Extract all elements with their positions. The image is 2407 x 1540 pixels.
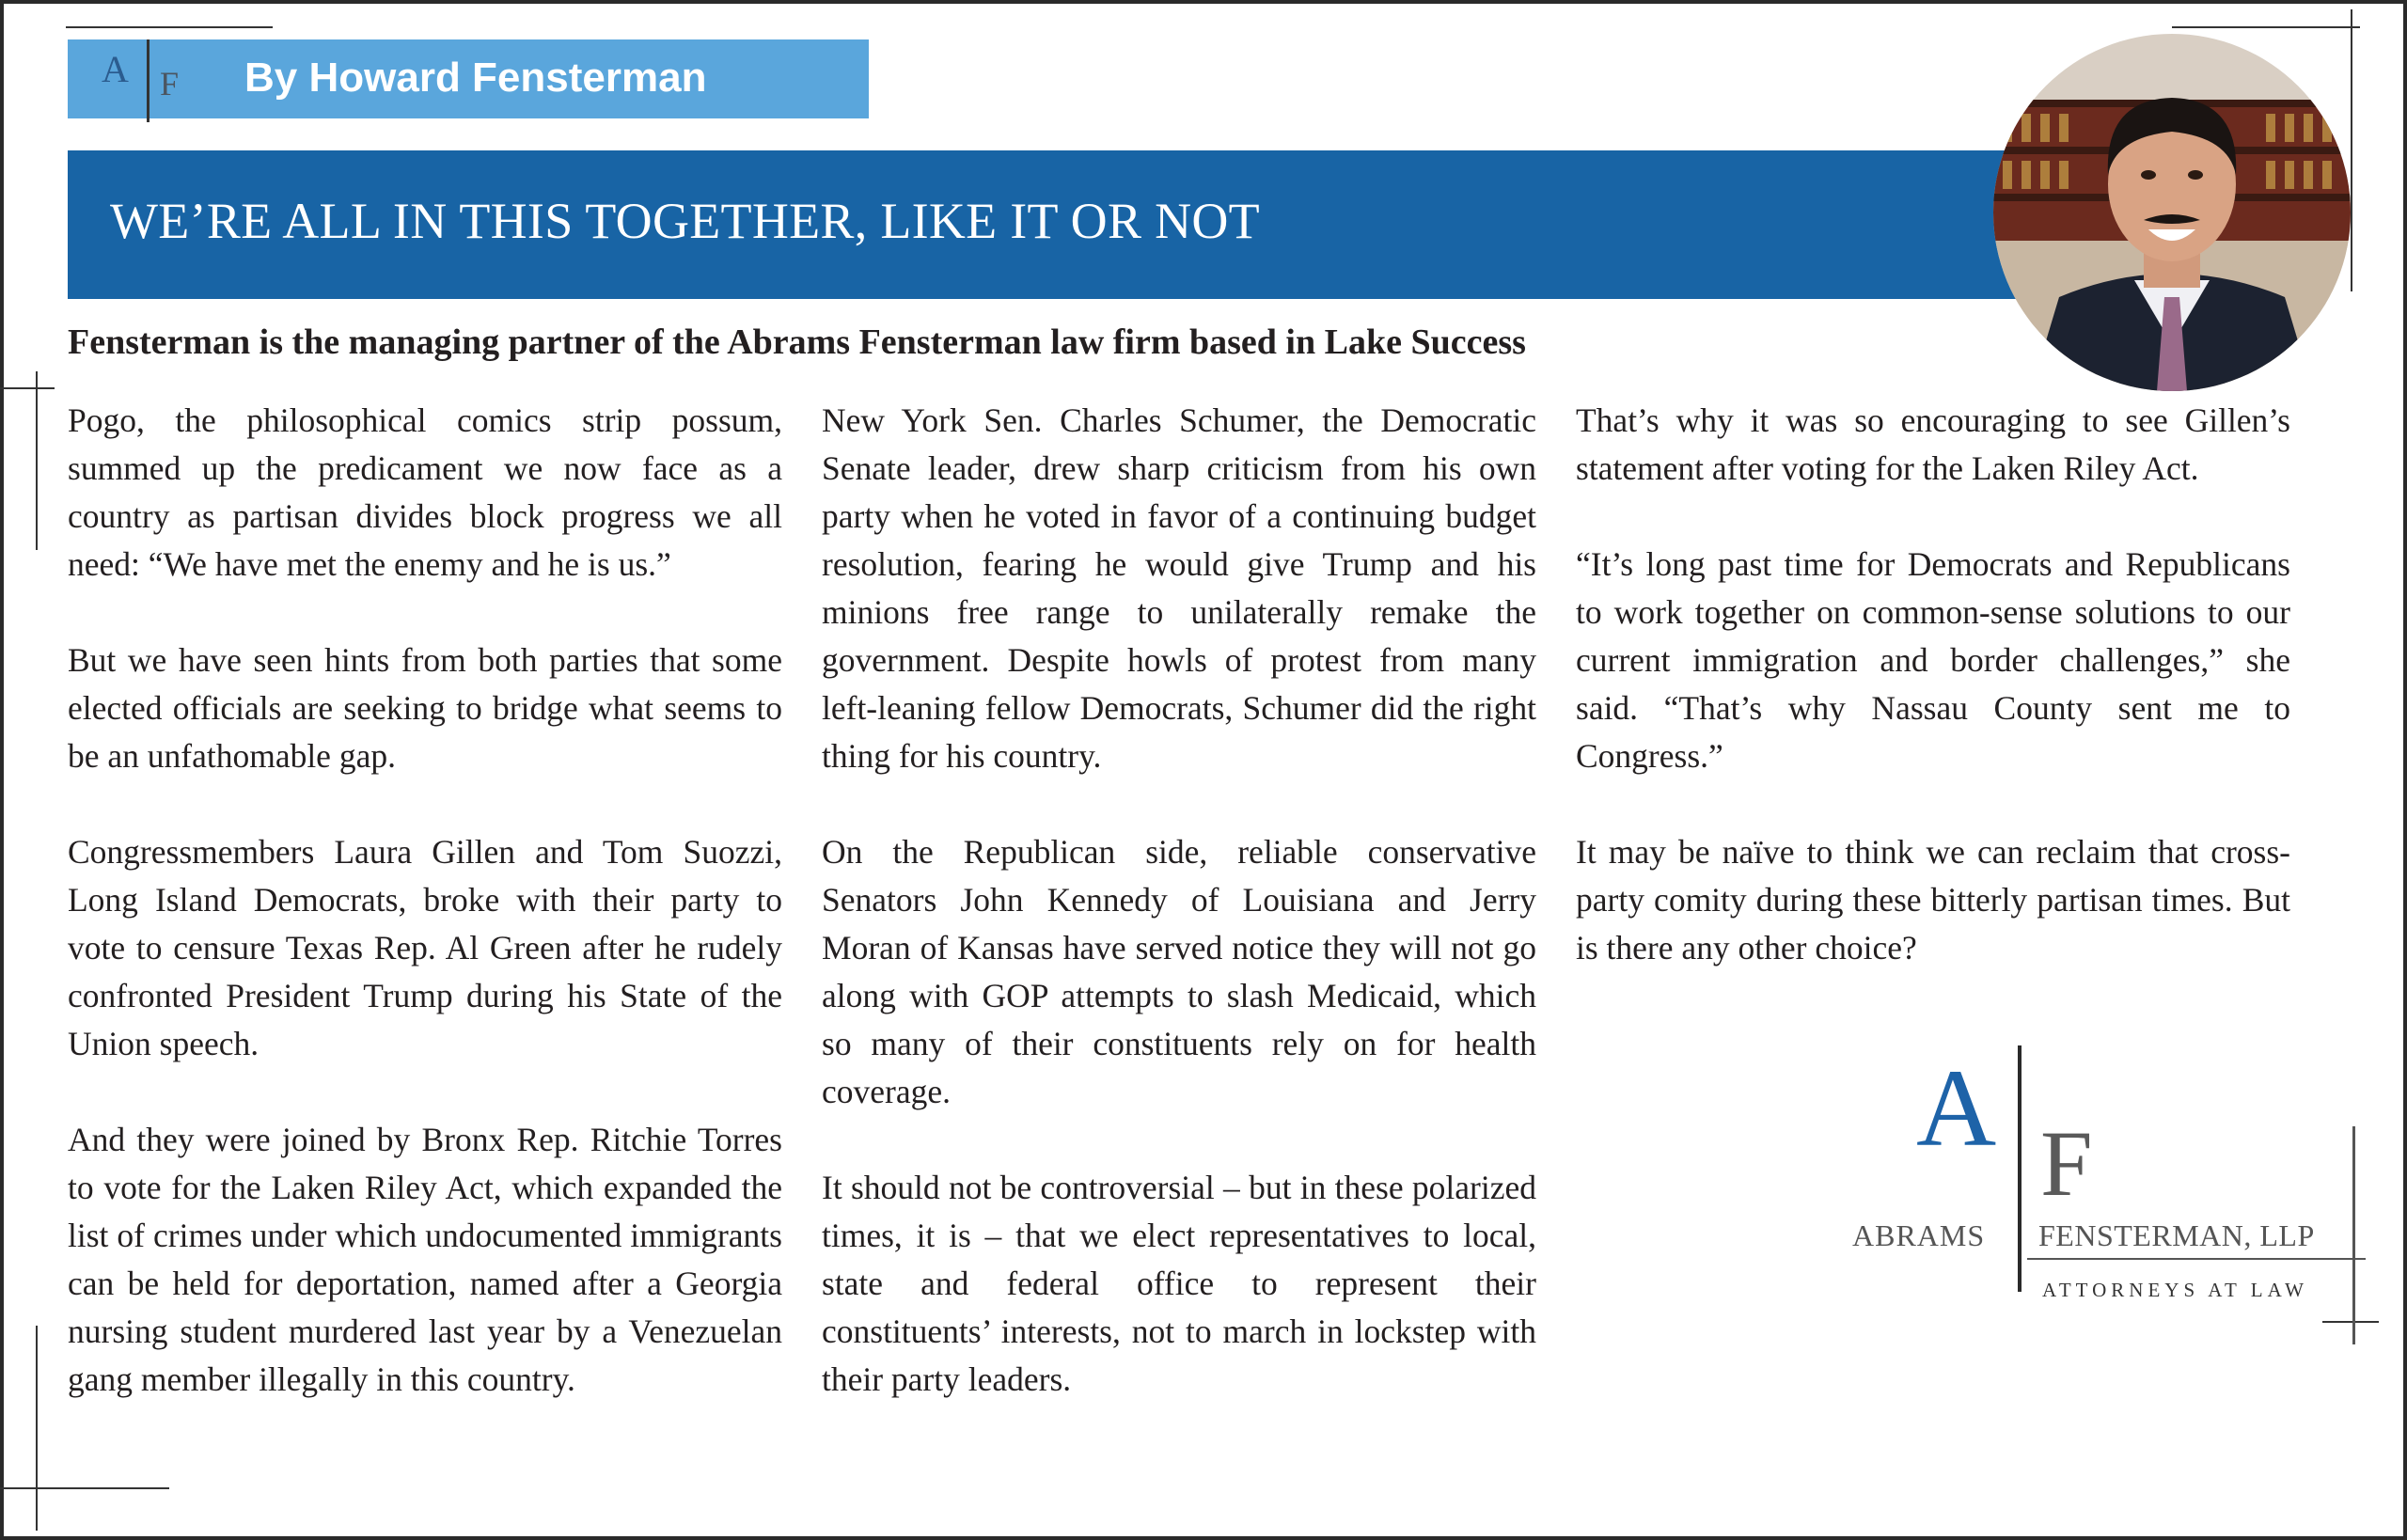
article-column-2 [822,397,1536,1452]
crop-mark [0,387,55,389]
byline-bar [68,39,869,118]
crop-mark [36,1326,38,1531]
headline-bar [68,150,2059,299]
paragraph: And they were joined by Bronx Rep. Ritchie Torres to vote for the Laken Riley Act, which expanded the list of crimes under which undocumented immigrants can be held for deportation, named after a Georgia nursing student murdered last year by a Venezuelan gang member illegally in this country. [68,1121,782,1398]
crop-mark [66,26,273,28]
byline-mini-logo [68,39,228,118]
byline-author: By Howard Fensterman [244,55,707,101]
crop-mark [36,371,38,550]
article-column-1 [68,397,782,1452]
paragraph: But we have seen hints from both parties that some elected officials are seeking to bridge what seems to be an unfathomable gap. [68,641,782,775]
paragraph: That’s why it was so encouraging to see Gillen’s statement after voting for the Laken Riley Act. [1576,401,2290,487]
paragraph: On the Republican side, reliable conservative Senators John Kennedy of Louisiana and Jerry Moran of Kansas have served notice they will not go along with GOP attempts to slash Medicaid, which so many of their constituents rely on for health coverage. [822,833,1536,1110]
firm-name-left: ABRAMS [1852,1218,1986,1252]
headline: WE’RE ALL IN THIS TOGETHER, LIKE IT OR NOT [110,193,1260,249]
firm-name-right: FENSTERMAN, LLP [2038,1218,2315,1252]
paragraph: “It’s long past time for Democrats and Republicans to work together on common-sense solutions to our current immigration and border challenges,” she said. “That’s why Nassau County sent me to Congress.” [1576,545,2290,775]
paragraph: Pogo, the philosophical comics strip possum, summed up the predicament we now face as a country as partisan divides block progress we all need: “We have met the enemy and he is us.” [68,401,782,583]
article-column-3 [1576,397,2290,1020]
crop-mark [0,1487,169,1489]
mini-logo-letter-f: F [160,65,180,102]
article-subtitle: Fensterman is the managing partner of the Abrams Fensterman law firm based in Lake Success [68,322,1526,362]
crop-mark [2172,26,2360,28]
firm-logo-letter-f: F [2040,1111,2093,1216]
firm-logo-rule-vertical [2352,1126,2355,1344]
firm-logo-rule [2027,1258,2366,1260]
paragraph: New York Sen. Charles Schumer, the Democratic Senate leader, drew sharp criticism from his own party when he voted in favor of a continuing budget resolution, fearing he would give Trump and his minions free range to unilaterally remake the government. Despite howls of protest from many left-leaning fellow Democrats, Schumer did the right thing for his country. [822,401,1536,775]
paragraph: Congressmembers Laura Gillen and Tom Suozzi, Long Island Democrats, broke with their party to vote to censure Texas Rep. Al Green after he rudely confronted President Trump during his State of the Union speech. [68,833,782,1062]
mini-logo-letter-a: A [102,48,129,90]
author-portrait-image [1993,34,2351,391]
firm-logo-letter-a: A [1916,1046,1997,1170]
paragraph: It should not be controversial – but in these polarized times, it is – that we elect representatives to local, state and federal office to represent their constituents’ interests, not to march in lockstep with their party leaders. [822,1169,1536,1398]
firm-logo-divider [2018,1045,2022,1292]
firm-logo [1852,1046,2379,1344]
paragraph: It may be naïve to think we can reclaim that cross-party comity during these bitterly partisan times. But is there any other choice? [1576,833,2290,966]
author-portrait [1993,34,2351,391]
mini-logo-divider [147,39,149,122]
crop-mark [2351,9,2352,291]
firm-tagline: ATTORNEYS AT LAW [2042,1279,2308,1301]
